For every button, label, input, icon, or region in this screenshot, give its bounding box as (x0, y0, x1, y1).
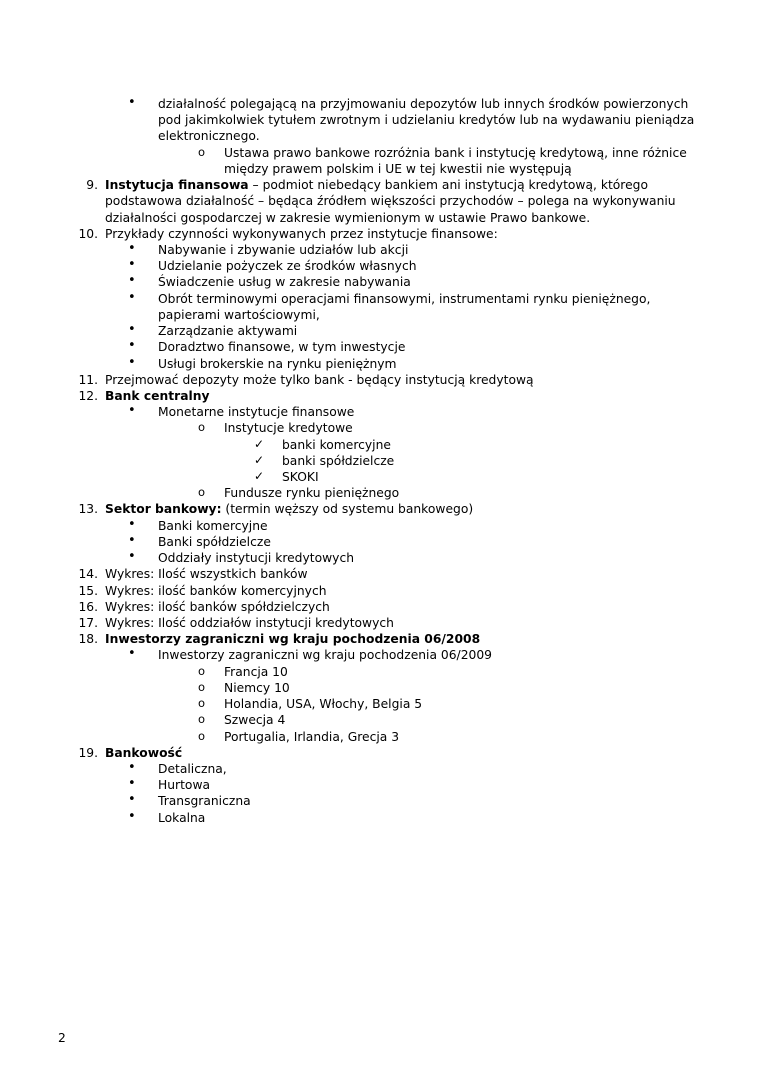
list-item (58, 615, 702, 631)
list-item-marker: 19. (78, 745, 98, 760)
list-item-body: Hurtowa (158, 778, 211, 793)
list-item-body: Obrót terminowymi operacjami finansowymi, instrumentami rynku pieniężnego, papierami wartościowymi, (158, 291, 651, 322)
list-item-text (158, 777, 702, 793)
list-item-body: Banki komercyjne (158, 518, 268, 533)
document-body (58, 96, 702, 826)
list-item-text (158, 291, 702, 323)
list-item-marker: • (128, 95, 136, 110)
list-item-marker: • (128, 354, 136, 370)
list-item-body: Inwestorzy zagraniczni wg kraju pochodzenia 06/2009 (158, 648, 492, 663)
list-item (58, 647, 702, 663)
list-item-marker: • (128, 549, 136, 565)
list-item-text (105, 501, 702, 517)
list-item-marker: • (128, 532, 136, 548)
list-item-marker: 10. (78, 226, 98, 241)
list-item-marker: • (128, 808, 136, 824)
list-item-text (224, 712, 702, 728)
list-item (58, 145, 702, 177)
list-item-text (105, 583, 702, 599)
list-item-marker: o (198, 420, 206, 435)
list-item-body: Banki spółdzielcze (158, 534, 271, 549)
list-item-text (224, 485, 702, 501)
list-item (58, 696, 702, 712)
list-item-marker: • (128, 776, 136, 792)
list-item-marker: o (198, 728, 206, 743)
list-item-body: Nabywanie i zbywanie udziałów lub akcji (158, 242, 409, 257)
list-item-text (158, 356, 702, 372)
list-item (58, 291, 702, 323)
list-item (58, 550, 702, 566)
list-item-text (282, 437, 702, 453)
list-item (58, 274, 702, 290)
list-item (58, 793, 702, 809)
list-item-body: Wykres: ilość banków spółdzielczych (105, 599, 330, 614)
list-item-body: Ustawa prawo bankowe rozróżnia bank i instytucję kredytową, inne różnice między prawem polskim i UE w tej kwestii nie występują (224, 145, 687, 176)
list-item (58, 518, 702, 534)
list-item-text (105, 226, 702, 242)
list-item-term: Instytucja finansowa (105, 178, 249, 193)
list-item-text (105, 615, 702, 631)
list-item-marker: 13. (78, 502, 98, 517)
list-item-marker: 9. (86, 178, 98, 193)
list-item-marker: o (198, 712, 206, 727)
list-item-text (105, 388, 702, 404)
list-item (58, 761, 702, 777)
list-item-body: Przykłady czynności wykonywanych przez instytucje finansowe: (105, 226, 498, 241)
list-item (58, 810, 702, 826)
list-item (58, 453, 702, 469)
list-item-text (158, 518, 702, 534)
list-item-marker: ✓ (254, 452, 265, 467)
list-item-text (224, 420, 702, 436)
list-item-body: Wykres: Ilość oddziałów instytucji kredytowych (105, 616, 394, 630)
list-item (58, 745, 702, 761)
list-item-body: Lokalna (158, 810, 206, 825)
list-item-marker: • (128, 338, 136, 354)
list-item (58, 599, 702, 615)
list-item-marker: • (128, 759, 136, 775)
list-item (58, 388, 702, 404)
list-item-text (158, 404, 702, 420)
list-item (58, 258, 702, 274)
list-item (58, 534, 702, 550)
list-item (58, 501, 702, 517)
list-item-text (158, 534, 702, 550)
list-item-body: banki spółdzielcze (282, 453, 395, 468)
list-item (58, 631, 702, 647)
list-item-marker: o (198, 485, 206, 500)
list-item-text (282, 453, 702, 469)
list-item-body: Wykres: Ilość wszystkich banków (105, 567, 308, 582)
list-item-body: Instytucje kredytowe (224, 421, 353, 436)
list-item-term: Bank centralny (105, 388, 210, 403)
list-item-body: Przejmować depozyty może tylko bank - będący instytucją kredytową (105, 372, 534, 387)
list-item-marker: 16. (78, 599, 98, 614)
list-item (58, 356, 702, 372)
list-item-marker: 12. (78, 388, 98, 403)
list-item-text (158, 647, 702, 663)
list-item-marker: 15. (78, 583, 98, 598)
list-item-text (282, 469, 702, 485)
list-item-text (105, 177, 702, 226)
list-item-body: Francja 10 (224, 664, 288, 679)
list-item-body: Wykres: ilość banków komercyjnych (105, 583, 327, 598)
list-item-marker: 18. (78, 632, 98, 647)
list-item-text (224, 664, 702, 680)
list-item-text (224, 729, 702, 745)
list-item-text (158, 96, 702, 145)
list-item (58, 680, 702, 696)
list-item-body: Doradztwo finansowe, w tym inwestycje (158, 340, 406, 355)
list-item-body: SKOKI (282, 470, 319, 485)
list-item-text (105, 372, 702, 388)
list-item-body: banki komercyjne (282, 437, 391, 452)
list-item-body: Portugalia, Irlandia, Grecja 3 (224, 729, 400, 744)
list-item-term: Sektor bankowy: (105, 502, 222, 517)
list-item-text (105, 599, 702, 615)
list-item-marker: o (198, 663, 206, 678)
list-item-marker: • (128, 792, 136, 808)
list-item-text (158, 242, 702, 258)
list-item-body: Niemcy 10 (224, 680, 290, 695)
list-item-marker: • (128, 646, 136, 662)
list-item-text (224, 680, 702, 696)
list-item-text (105, 631, 702, 647)
list-item-marker: • (128, 403, 136, 419)
list-item-body: Oddziały instytucji kredytowych (158, 551, 354, 566)
list-item-marker: 14. (78, 567, 98, 582)
list-item-term: Bankowość (105, 745, 183, 760)
list-item (58, 729, 702, 745)
list-item-term: Inwestorzy zagraniczni wg kraju pochodzenia 06/2008 (105, 632, 481, 647)
list-item-body: Szwecja 4 (224, 713, 286, 728)
list-item-marker: o (198, 696, 206, 711)
list-item (58, 469, 702, 485)
list-item (58, 177, 702, 226)
list-item-body: Usługi brokerskie na rynku pieniężnym (158, 356, 397, 371)
list-item-text (105, 566, 702, 582)
list-item (58, 583, 702, 599)
list-item-body: Udzielanie pożyczek ze środków własnych (158, 259, 417, 274)
list-item-body: Fundusze rynku pieniężnego (224, 486, 400, 501)
list-item-body: Transgraniczna (158, 794, 251, 809)
list-item (58, 566, 702, 582)
list-item-body: – podmiot niebedący bankiem ani instytucją kredytową, którego podstawowa działalność – będąca źródłem większości przychodów – polega na wykonywaniu działalności gospodarczej w zakresie wymienionym w ustawie Prawo bankowe. (105, 178, 676, 225)
list-item (58, 712, 702, 728)
list-item-marker: 17. (78, 616, 98, 630)
list-item-body: działalność polegającą na przyjmowaniu depozytów lub innych środków powierzonych pod jakimkolwiek tytułem zwrotnym i udzielaniu kredytów lub na wydawaniu pieniądza elektronicznego. (158, 97, 695, 144)
list-item-text (158, 323, 702, 339)
list-item (58, 437, 702, 453)
list-item (58, 323, 702, 339)
list-item-marker: • (128, 273, 136, 289)
list-item-body: Monetarne instytucje finansowe (158, 405, 355, 420)
list-item-text (224, 145, 702, 177)
list-item-marker: • (128, 289, 136, 305)
list-item-text (158, 810, 702, 826)
list-item (58, 242, 702, 258)
page-number: 2 (58, 1031, 66, 1045)
list-item (58, 339, 702, 355)
list-item-marker: 11. (78, 372, 98, 387)
list-item-body: Zarządzanie aktywami (158, 324, 298, 339)
list-item-text (105, 745, 702, 761)
list-item-body: Świadczenie usług w zakresie nabywania (158, 275, 411, 290)
list-item (58, 777, 702, 793)
list-item-text (224, 696, 702, 712)
list-item-marker: • (128, 240, 136, 256)
list-item-text (158, 274, 702, 290)
list-item-text (158, 339, 702, 355)
list-item (58, 485, 702, 501)
list-item-body: Holandia, USA, Włochy, Belgia 5 (224, 697, 423, 712)
list-item-marker: o (198, 679, 206, 694)
list-item-marker: • (128, 322, 136, 338)
list-item-text (158, 761, 702, 777)
list-item-marker: • (128, 257, 136, 273)
list-item-text (158, 793, 702, 809)
list-item-marker: • (128, 516, 136, 532)
list-item (58, 664, 702, 680)
list-item (58, 404, 702, 420)
list-item-text (158, 258, 702, 274)
list-item-text (158, 550, 702, 566)
list-item (58, 420, 702, 436)
list-item (58, 96, 702, 145)
list-item (58, 372, 702, 388)
list-item-marker: ✓ (254, 469, 265, 484)
list-item-marker: o (198, 144, 206, 159)
list-item-marker: ✓ (254, 436, 265, 451)
list-item-body: Detaliczna, (158, 761, 227, 776)
list-item-body: (termin węższy od systemu bankowego) (221, 502, 474, 517)
list-item (58, 226, 702, 242)
